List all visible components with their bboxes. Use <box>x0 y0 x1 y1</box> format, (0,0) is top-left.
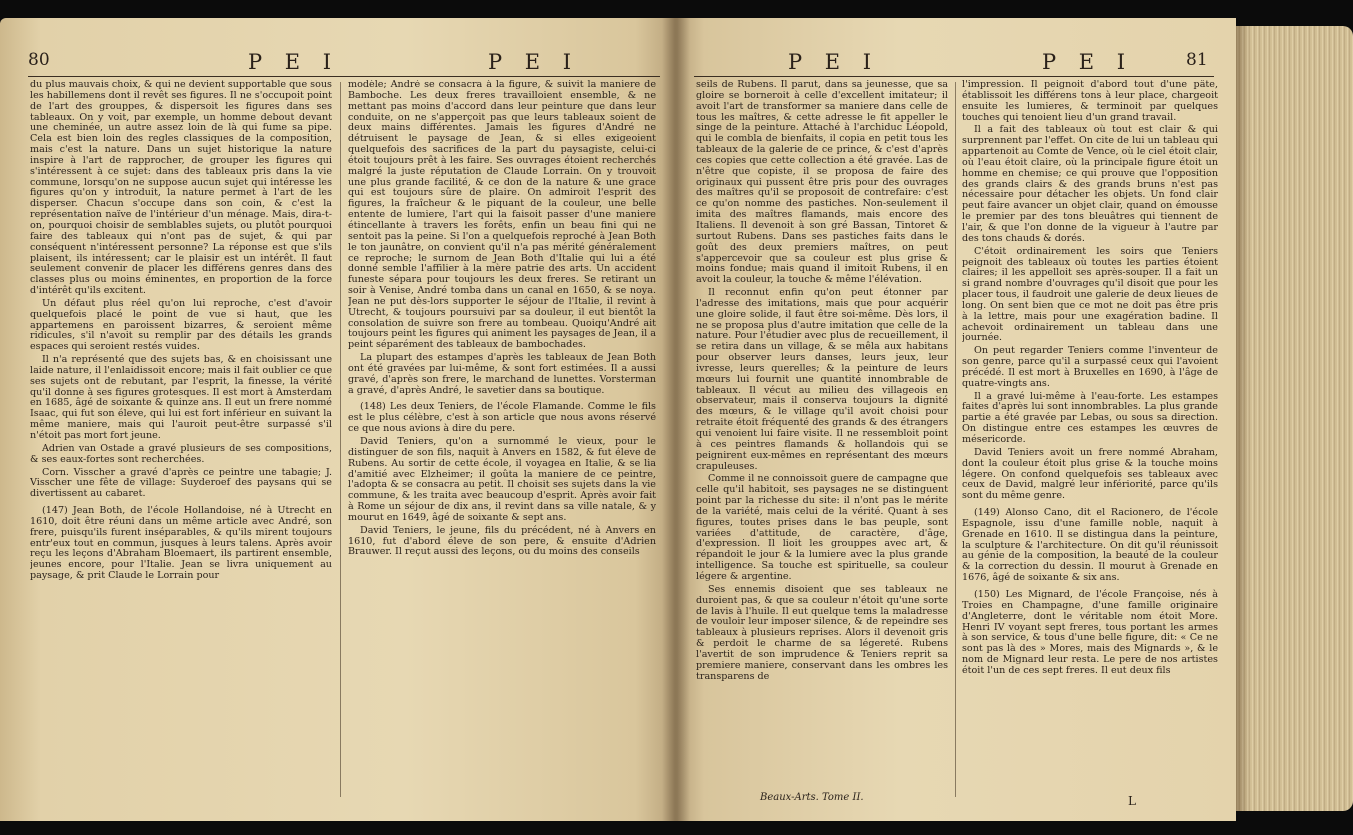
left-folio: 80 <box>28 50 50 70</box>
paragraph: du plus mauvais choix, & qui ne devient supportable que sous les habillemens dont il revêt ses figures. Il ne s'occupoit point de l'art des grouppes, & dispersoit les figures dans ses tableaux. On y voit, par exemple, un homme debout devant une cheminée, un autre assez loin de là qui fume sa pipe. Cela est bien loin des regles classiques de la composition, mais c'est la nature. Dans un sujet historique la nature inspire à l'art de rapprocher, de grouper les figures qui s'intéressent à ce sujet: dans des tableaux pris dans la vie commune, lorsqu'on ne suppose aucun sujet qui intéresse les figures qu'on y introduit, la nature permet à l'art de les disperser. Chacun s'occupe dans son coin, & c'est la représentation naïve de l'intérieur d'un ménage. Mais, dira-t-on, pourquoi choisir de semblables sujets, ou plutôt pourquoi faire des tableaux qui n'ont pas de sujet, & qui par conséquent n'intéressent personne? La réponse est que s'ils plaisent, ils intéressent; car le plaisir est un intérêt. Il faut seulement convenir de placer les différens genres dans des classes plus ou moins éminentes, en proportion de la force d'intérêt qu'ils excitent. <box>30 80 332 297</box>
paragraph: On peut regarder Teniers comme l'inventeur de son genre, parce qu'il a surpassé ceux qui l'avoient précédé. Il est mort à Bruxelles en 1690, à l'âge de quatre-vingts ans. <box>962 345 1218 389</box>
paragraph: (150) Les Mignard, de l'école Françoise, nés à Troies en Champagne, d'une famille originaire d'Angleterre, dont le véritable nom étoit More. Henri IV voyant sept freres, tous portant les armes à son service, & tous d'une belle figure, dit: « Ce ne sont pas là des » Mores, mais des Mignards », & le nom de Mignard leur resta. Le pere de nos artistes étoit l'un de ces sept freres. Il eut deux fils <box>962 588 1218 676</box>
paragraph: C'étoit ordinairement les soirs que Teniers peignoit des tableaux où toutes les parties étoient claires; il les appelloit ses après-souper. Il a fait un si grand nombre d'ouvrages qu'il disoit que pour les placer tous, il faudroit une galerie de deux lieues de long. On sent bien que ce mot ne doit pas être pris à la lettre, mais pour une exagération badine. Il achevoit ordinairement un tableau dans une journée. <box>962 245 1218 344</box>
paragraph: Adrien van Ostade a gravé plusieurs de ses compositions, & ses eaux-fortes sont recherchées. <box>30 442 332 465</box>
right-column-2 <box>962 80 1218 795</box>
left-header-rule <box>28 76 660 77</box>
paragraph: David Teniers, le jeune, fils du précédent, né à Anvers en 1610, fut d'abord éleve de son pere, & ensuite d'Adrien Brauwer. Il reçut aussi des leçons, ou du moins des conseils <box>348 524 656 558</box>
left-column-1 <box>30 80 332 807</box>
right-header-title-1: P E I <box>788 50 880 74</box>
paragraph: modèle; André se consacra à la figure, & suivit la maniere de Bamboche. Les deux freres travailloient ensemble, & ne mettant pas moins d'accord dans leur peinture que dans leur conduite, on ne s'apperçoit pas que leurs tableaux soient de deux mains différentes. Jamais les figures d'André ne détruisent le paysage de Jean, & si elles exigeoient quelquefois des sacrifices de la part du paysagiste, celui-ci étoit toujours prêt à les faire. Ses ouvrages étoient recherchés malgré la juste réputation de Claude Lorrain. On y trouvoit une plus grande facilité, & ce don de la nature & une grace qui est toujours sûre de plaire. On admiroit l'esprit des figures, la fraîcheur & le piquant de la couleur, une belle entente de lumiere, l'art qui la faisoit passer d'une maniere étincellante à travers les forêts, enfin un beau fini qui ne sentoit pas la peine. Si l'on a quelquefois reproché à Jean Both le ton jaunâtre, on convient qu'il n'a pas mérité généralement ce reproche; le surnom de Jean Both d'Italie qui lui a été donné semble l'affilier à la mère patrie des arts. Un accident funeste sépara pour toujours les deux freres. Se retirant un soir à Venise, André tomba dans un canal en 1650, & se noya. Jean ne put dès-lors supporter le séjour de l'Italie, il revint à Utrecht, & toujours poursuivi par sa douleur, il eut bientôt la consolation de suivre son frere au tombeau. Quoiqu'André ait toujours peint les figures qui animent les paysages de Jean, il a peint séparément des tableaux de bambochades. <box>348 80 656 351</box>
left-column-2 <box>348 80 656 807</box>
paragraph: Il reconnut enfin qu'on peut étonner par l'adresse des imitations, mais que pour acquérir une gloire solide, il faut être soi-même. Dès lors, il ne se proposa plus d'autre imitation que celle de la nature. Pour l'étudier avec plus de recueillement, il se retira dans un village, & se mêla aux habitans pour observer leurs danses, leurs jeux, leur ivresse, leurs querelles; & la peinture de leurs mœurs lui fournit une quantité innombrable de tableaux. Il vécut au milieu des villageois en observateur, mais il conserva toujours la dignité des mœurs, & le village qu'il avoit choisi pour retraite étoit fréquenté des grands & des étrangers qui venoient lui faire visite. Il ne ressembloit point à ces peintres flamands & hollandois qui se peignirent eux-mêmes en représentant des mœurs crapuleuses. <box>696 287 948 472</box>
right-column-1 <box>696 80 948 787</box>
paragraph: (149) Alonso Cano, dit el Racionero, de l'école Espagnole, issu d'une famille noble, naquit à Grenade en 1610. Il se distingua dans la peinture, la sculpture & l'architecture. On dit qu'il réunissoit au génie de la composition, la beauté de la couleur & la correction du dessin. Il mourut à Grenade en 1676, âgé de soixante & six ans. <box>962 507 1218 584</box>
paragraph: l'impression. Il peignoit d'abord tout d'une pâte, établissoit les différens tons à leur place, chargeoit ensuite les lumieres, & terminoit par quelques touches qui tenoient lieu d'un grand travail. <box>962 80 1218 123</box>
paragraph: Il a gravé lui-même à l'eau-forte. Les estampes faites d'après lui sont innombrables. La plus grande partie a été gravée par Lebas, ou sous sa direction. On distingue entre ces estampes les œuvres de mésericorde. <box>962 390 1218 445</box>
paragraph: (148) Les deux Teniers, de l'école Flamande. Comme le fils est le plus célèbre, c'est à son article que nous avons réservé ce que nous avions à dire du pere. <box>348 401 656 435</box>
paragraph: La plupart des estampes d'après les tableaux de Jean Both ont été gravées par lui-même, & sont fort estimées. Il a aussi gravé, d'après son frere, le marchand de lunettes. Vorsterman a gravé, d'après André, le savetier dans sa boutique. <box>348 352 656 396</box>
paragraph: Un défaut plus réel qu'on lui reproche, c'est d'avoir quelquefois placé le point de vue si haut, que les appartemens en paroissent bizarres, & seroient même ridicules, s'il n'avoit su remplir par des détails les grands espaces qui seroient restés vuides. <box>30 297 332 353</box>
left-header-title-2: P E I <box>488 50 580 74</box>
left-column-divider <box>340 82 341 797</box>
paragraph: Corn. Visscher a gravé d'après ce peintre une tabagie; J. Visscher une fête de village: Suyderoef des paysans qui se divertissent au cabaret. <box>30 466 332 500</box>
right-header-title-2: P E I <box>1042 50 1134 74</box>
right-header-rule <box>694 76 1214 77</box>
paragraph: (147) Jean Both, de l'école Hollandoise, né à Utrecht en 1610, doit être réuni dans un même article avec André, son frere, puisqu'ils furent inséparables, & qu'ils mirent toujours entr'eux tout en commun, jusques à leurs talens. Après avoir reçu les leçons d'Abraham Bloemaert, ils partirent ensemble, jeunes encore, pour l'Italie. Jean se livra uniquement au paysage, & prit Claude le Lorrain pour <box>30 505 332 582</box>
signature-letter: L <box>1128 794 1136 808</box>
paragraph: Comme il ne connoissoit guere de campagne que celle qu'il habitoit, ses paysages ne se distinguent point par la richesse du site: il n'ont pas le mérite de la variété, mais celui de la vérité. Quant à ses figures, toutes prises dans le bas peuple, sont variées d'attitude, de caractère, d'âge, d'expression. Il lioit les grouppes avec art, & répandoit le jour & la lumiere avec la plus grande intelligence. Sa touche est spirituelle, sa couleur légere & argentine. <box>696 473 948 582</box>
right-column-divider <box>955 82 956 797</box>
paragraph: David Teniers, qu'on a surnommé le vieux, pour le distinguer de son fils, naquit à Anvers en 1582, & fut éleve de Rubens. Au sortir de cette école, il voyagea en Italie, & se lia d'amitié avec Elzheimer; il goûta la maniere de ce peintre, l'adopta & se consacra au petit. Il choisit ses sujets dans la vie commune, & les traita avec beaucoup d'esprit. Après avoir fait à Rome un séjour de dix ans, il revint dans sa ville natale, & y mourut en 1649, âgé de soixante & sept ans. <box>348 436 656 523</box>
paragraph: Ses ennemis disoient que ses tableaux ne duroient pas, & que sa couleur n'étoit qu'une sorte de lavis à l'huile. Il eut quelque tems la maladresse de vouloir leur imposer silence, & de repeindre ses tableaux à plusieurs reprises. Alors il devenoit gris & perdoit le charme de sa légereté. Rubens l'avertit de son imprudence & Teniers reprit sa premiere maniere, conservant dans les ombres les transparens de <box>696 583 948 682</box>
paragraph: Il a fait des tableaux où tout est clair & qui surprennent par l'effet. On cite de lui un tableau qui appartenoit au Comte de Vence, où le ciel étoit clair, où l'eau étoit claire, où la principale figure étoit un homme en chemise; ce qui prouve que l'opposition des grands clairs & des grands bruns n'est pas nécessaire pour détacher les objets. Un fond clair peut faire avancer un objet clair, quand on émousse le premier par des tons bleuâtres qui tiennent de l'air, & que l'on donne de la vigueur à l'autre par des tons chauds & dorés. <box>962 124 1218 244</box>
paragraph: seils de Rubens. Il parut, dans sa jeunesse, que sa gloire se borneroit à celle d'excellent imitateur; il avoit l'art de transformer sa maniere dans celle de tous les maîtres, & cette adresse le fit appeller le singe de la peinture. Attaché à l'archiduc Léopold, qui le combla de bienfaits, il copia en petit tous les tableaux de la galerie de ce prince, & c'est d'après ces copies que cette collection a été gravée. Las de n'être que copiste, il se proposa de faire des originaux qui pussent être pris pour des ouvrages des maîtres qu'il se proposoit de contrefaire: c'est ce qu'on nomme des pastiches. Non-seulement il imita des maîtres flamands, mais encore des Italiens. Il devenoit à son gré Bassan, Tintoret & surtout Rubens. Dans ses pastiches faits dans le goût des deux premiers maîtres, on peut s'appercevoir que sa couleur est plus grise & moins fondue; mais quand il imitoit Rubens, il en avoit la couleur, la touche & même l'élévation. <box>696 80 948 286</box>
paragraph: David Teniers avoit un frere nommé Abraham, dont la couleur étoit plus grise & la touche moins légere. On confond quelquefois ses tableaux avec ceux de David, malgré leur infériorité, parce qu'ils sont du même genre. <box>962 446 1218 502</box>
page-edge-shadow <box>1236 26 1250 811</box>
right-folio: 81 <box>1186 50 1208 70</box>
left-header-title-1: P E I <box>248 50 340 74</box>
page-edges <box>1236 26 1353 811</box>
paragraph: Il n'a représenté que des sujets bas, & en choisissant une laide nature, il l'enlaidissoit encore; mais il fait oublier ce que ses sujets ont de rebutant, par l'esprit, la finesse, la vérité qu'il donne à ses figures grotesques. Il est mort à Amsterdam en 1685, âgé de soixante & quinze ans. Il eut un frere nommé Isaac, qui fut son éleve, qui lui est fort inférieur en suivant la même maniere, mais qui l'auroit peut-être surpassé s'il n'étoit pas mort fort jeune. <box>30 354 332 441</box>
page-signature: Beaux-Arts. Tome II. <box>760 792 864 803</box>
